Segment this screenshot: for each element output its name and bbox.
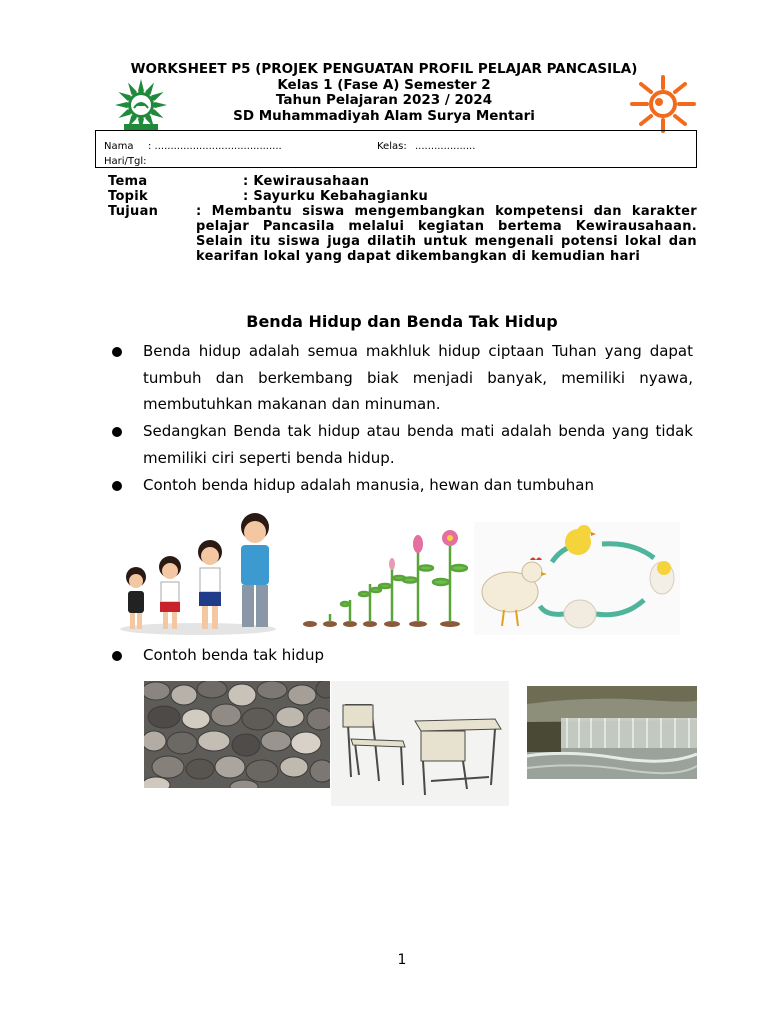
waterfall-image — [527, 686, 697, 779]
topik-label: Topik — [108, 189, 148, 204]
worksheet-title: WORKSHEET P5 (PROJEK PENGUATAN PROFIL PELAJAR PANCASILA) — [130, 61, 638, 77]
egg-figure — [564, 600, 596, 628]
chair-desk-image — [331, 681, 509, 806]
bullet-living-definition: Benda hidup adalah semua makhluk hidup ciptaan Tuhan yang dapat tumbuh dan berkembang biak menjadi banyak, memiliki nyawa, membutuhkan makanan dan minuman. — [143, 342, 693, 413]
school-sun-logo-icon — [628, 74, 698, 134]
class-label: Kelas: — [377, 141, 407, 152]
child-2-figure — [159, 556, 181, 629]
bullet-living-examples: Contoh benda hidup adalah manusia, hewan dan tumbuhan — [143, 476, 594, 494]
date-label: Hari/Tgl: — [104, 156, 147, 167]
name-field[interactable]: : ........................................ — [148, 141, 282, 152]
class-semester: Kelas 1 (Fase A) Semester 2 — [277, 77, 491, 93]
bullet-nonliving-examples: Contoh benda tak hidup — [143, 646, 324, 664]
children-growth-image — [118, 507, 281, 638]
bullet-dot — [112, 427, 122, 437]
pebbles-image — [144, 681, 330, 788]
tema-value: : Kewirausahaan — [243, 174, 370, 189]
school-name: SD Muhammadiyah Alam Surya Mentari — [233, 108, 535, 124]
school-year: Tahun Pelajaran 2023 / 2024 — [275, 92, 493, 108]
bullet-nonliving-definition: Sedangkan Benda tak hidup atau benda mati adalah benda yang tidak memiliki ciri seperti benda hidup. — [143, 422, 693, 467]
adult-figure — [241, 513, 269, 627]
page-number: 1 — [397, 952, 407, 968]
tema-label: Tema — [108, 174, 148, 189]
child-1-figure — [126, 567, 146, 629]
chicken-lifecycle-image — [474, 522, 680, 635]
hatching-egg-figure — [650, 561, 674, 594]
student-identity-box — [95, 130, 697, 168]
chick-figure — [565, 525, 596, 555]
bullet-dot — [112, 347, 122, 357]
tujuan-label: Tujuan — [108, 204, 159, 219]
muhammadiyah-logo-icon — [110, 78, 172, 132]
name-label: Nama — [104, 141, 134, 152]
topik-value: : Sayurku Kebahagianku — [243, 189, 429, 204]
child-3-figure — [198, 540, 222, 629]
bullet-dot — [112, 481, 122, 491]
desk-figure — [415, 719, 501, 795]
hen-figure — [482, 558, 547, 627]
bullet-dot — [112, 651, 122, 661]
tujuan-value: : Membantu siswa mengembangkan kompetensi dan karakter pelajar Pancasila melalui kegiatan bertema Kewirausahaan. Selain itu siswa juga dilatih untuk mengenali potensi lokal dan kearifan lokal yang dapat dikembangkan di kemudian hari — [196, 204, 697, 264]
plant-growth-image — [300, 520, 468, 637]
section-title: Benda Hidup dan Benda Tak Hidup — [246, 312, 558, 331]
class-field[interactable]: ................... — [415, 141, 476, 152]
